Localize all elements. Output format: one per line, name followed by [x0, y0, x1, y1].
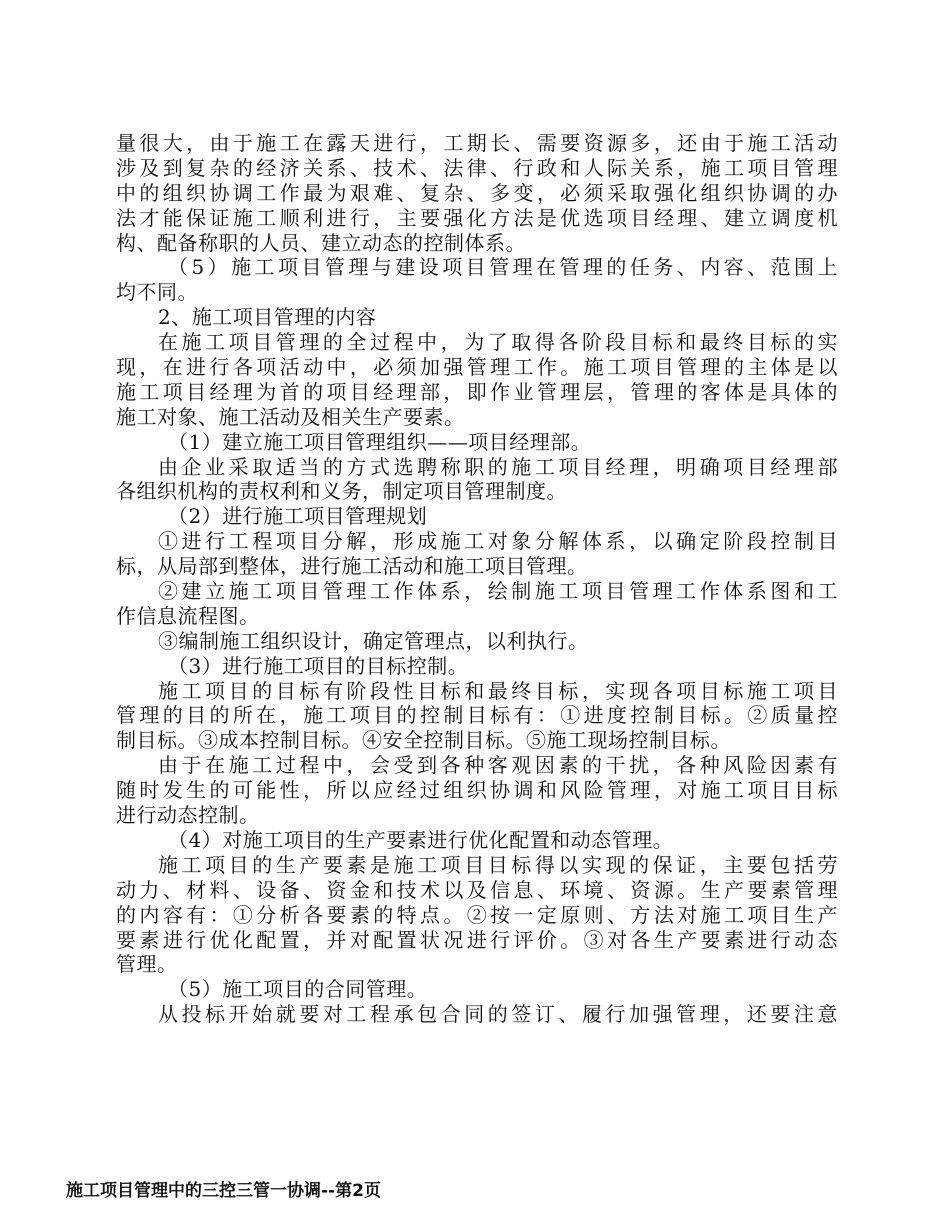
text-line: 管理。 [116, 952, 178, 977]
text-line: 制目标。③成本控制目标。④安全控制目标。⑤施工现场控制目标。 [116, 728, 731, 753]
text-line: ③编制施工组织设计，确定管理点，以利执行。 [158, 628, 589, 653]
text-line: 2、施工项目管理的内容 [158, 305, 377, 330]
text-line: 作信息流程图。 [116, 603, 260, 628]
text-line: （5）施工项目的合同管理。 [168, 977, 428, 1002]
text-line: 由企业采取适当的方式选聘称职的施工项目经理，明确项目经理部 [158, 454, 838, 479]
text-line: 动力、材料、设备、资金和技术以及信息、环境、资源。生产要素管理 [116, 877, 838, 902]
text-line: （1）建立施工项目管理组织——项目经理部。 [168, 429, 592, 454]
text-line: 从投标开始就要对工程承包合同的签订、履行加强管理，还要注意 [158, 1002, 838, 1027]
text-line: 施工项目的生产要素是施工项目目标得以实现的保证，主要包括劳 [158, 852, 838, 877]
text-line: 构、配备称职的人员、建立动态的控制体系。 [116, 230, 526, 255]
text-line: 法才能保证施工顺利进行，主要强化方法是优选项目经理、建立调度机 [116, 205, 838, 230]
text-line: ①进行工程项目分解，形成施工对象分解体系，以确定阶段控制目 [158, 529, 838, 554]
text-line: 施工项目的目标有阶段性目标和最终目标，实现各项目标施工项目 [158, 678, 838, 703]
text-line: （2）进行施工项目管理规划 [168, 504, 428, 529]
page-footer: 施工项目管理中的三控三管一协调--第2页 [66, 1181, 381, 1201]
text-line: 随时发生的可能性，所以应经过组织协调和风险管理，对施工项目目标 [116, 778, 838, 803]
text-line: 施工项目经理为首的项目经理部，即作业管理层，管理的客体是具体的 [116, 379, 838, 404]
text-line: （3）进行施工项目的目标控制。 [168, 653, 469, 678]
text-line: 均不同。 [116, 280, 198, 305]
text-line: 标，从局部到整体，进行施工活动和施工项目管理。 [116, 554, 588, 579]
text-line: 现，在进行各项活动中，必须加强管理工作。施工项目管理的主体是以 [116, 355, 838, 380]
document-body [116, 131, 838, 1027]
text-line: 由于在施工过程中，会受到各种客观因素的干扰，各种风险因素有 [158, 753, 838, 778]
text-line: 的内容有：①分析各要素的特点。②按一定原则、方法对施工项目生产 [116, 902, 838, 927]
text-line: 在施工项目管理的全过程中，为了取得各阶段目标和最终目标的实 [158, 330, 838, 355]
text-line: （4）对施工项目的生产要素进行优化配置和动态管理。 [168, 827, 674, 852]
text-line: ②建立施工项目管理工作体系，绘制施工项目管理工作体系图和工 [158, 579, 838, 604]
text-line: （5）施工项目管理与建设项目管理在管理的任务、内容、范围上 [168, 255, 838, 280]
text-line: 涉及到复杂的经济关系、技术、法律、行政和人际关系，施工项目管理 [116, 155, 838, 180]
text-line: 中的组织协调工作最为艰难、复杂、多变，必须采取强化组织协调的办 [116, 180, 838, 205]
text-line: 施工对象、施工活动及相关生产要素。 [116, 404, 465, 429]
text-line: 管理的目的所在，施工项目的控制目标有：①进度控制目标。②质量控 [116, 703, 838, 728]
text-line: 量很大，由于施工在露天进行，工期长、需要资源多，还由于施工活动 [116, 131, 838, 155]
text-line: 要素进行优化配置，并对配置状况进行评价。③对各生产要素进行动态 [116, 927, 838, 952]
text-line: 各组织机构的责权利和义务，制定项目管理制度。 [116, 479, 567, 504]
text-line: 进行动态控制。 [116, 803, 260, 828]
